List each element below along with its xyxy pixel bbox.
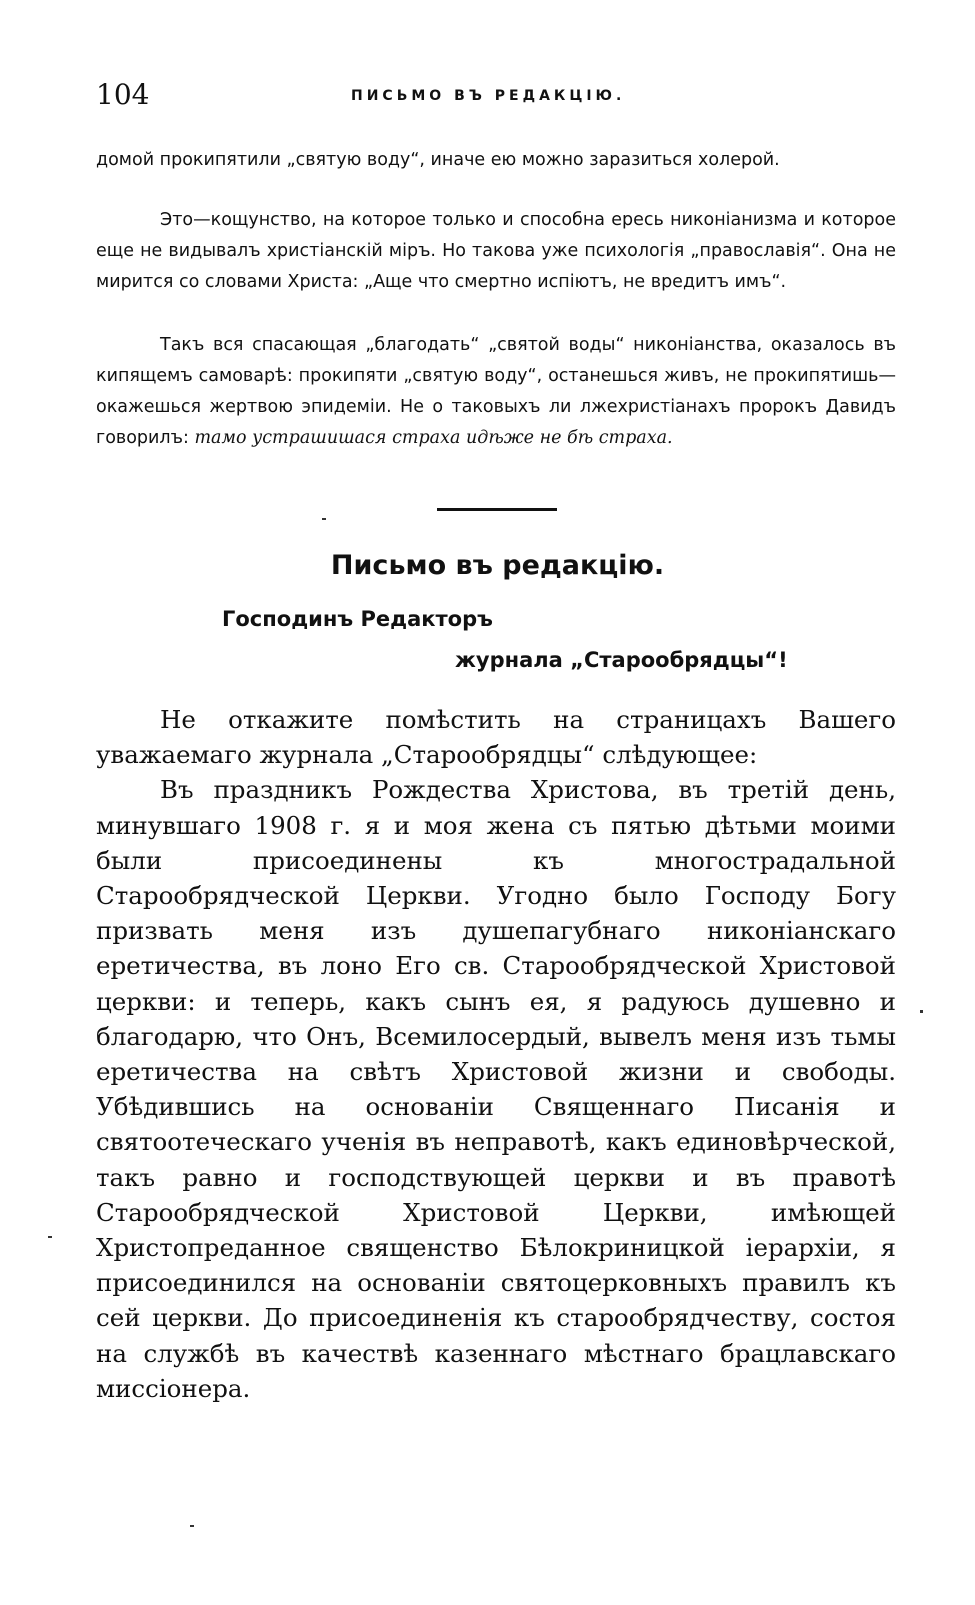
print-speck — [190, 1525, 194, 1527]
page-header — [96, 78, 896, 118]
continuation-text-3 — [96, 330, 896, 454]
salutation-line-1: Господинъ Редакторъ — [222, 607, 493, 631]
letter-paragraph-2: Въ праздникъ Рождества Христова, въ третій день, минувшаго 1908 г. я и моя жена съ пятью дѣтьми моими были присоединены къ многострадальной Старообрядческой Церкви. Угодно было Господу Богу призвать меня изъ душепагубнаго никоніанскаго еретичества, въ лоно Его св. Старообрядческой Христовой церкви: и теперь, какъ сынъ ея, я радуюсь душевно и благодарю, что Онъ, Всемилосердый, вывелъ меня изъ тьмы еретичества на свѣтъ Христовой жизни и свободы. Убѣдившись на основаніи Священнаго Писанія и святоотеческаго ученія въ неправотѣ, какъ единовѣрческой, такъ равно и господствующей церкви и въ правотѣ Старообрядческой Христовой Церкви, имѣющей Христопреданное священство Бѣлокриницкой іерархіи, я присоединился на основаніи святоцерковныхъ правилъ къ сей церкви. До присоединенія къ старообрядчеству, состоя на службѣ въ качествѣ казеннаго мѣстнаго брацлавскаго миссіонера. — [96, 775, 896, 1403]
running-title: ПИСЬМО ВЪ РЕДАКЦІЮ. — [351, 88, 626, 104]
page-number: 104 — [96, 78, 150, 111]
continuation-text-1: домой прокипятили „святую воду“, иначе ею можно заразиться холерой. — [96, 150, 780, 170]
print-speck — [322, 518, 326, 520]
print-speck — [48, 1236, 52, 1238]
letter-paragraph-1: Не откажите помѣстить на страницахъ Вашего уважаемаго журнала „Старообрядцы“ слѣдующее: — [96, 705, 896, 770]
continuation-paragraph-1 — [96, 145, 896, 176]
letter-body — [96, 702, 896, 1406]
print-speck — [920, 1010, 923, 1013]
psalm-quote: тамо устрашишася страха идѣже не бѣ страха. — [194, 428, 673, 448]
continuation-text-3-main: Такъ вся спасающая „благодать“ „святой воды“ никоніанства, оказалось въ кипящемъ самоварѣ: прокипяти „святую воду“, останешься живъ, не прокипятишь—окажешься жертвою эпидеміи. Не о таковыхъ ли лжехристіанахъ пророкъ Давидъ говорилъ: — [96, 335, 896, 448]
continuation-paragraph-3 — [96, 330, 896, 454]
continuation-text-2: Это—кощунство, на которое только и способна ересь никоніанизма и которое еще не видывалъ христіанскій міръ. Но такова уже психологія „православія“. Она не мирится со словами Христа: „Аще что смертно испіютъ, не вредитъ имъ“. — [96, 210, 896, 292]
continuation-paragraph-2 — [96, 205, 896, 298]
letter-title: Письмо въ редакцію. — [330, 550, 665, 581]
salutation-line-2: журнала „Старообрядцы“! — [455, 648, 788, 672]
section-divider — [437, 508, 557, 511]
